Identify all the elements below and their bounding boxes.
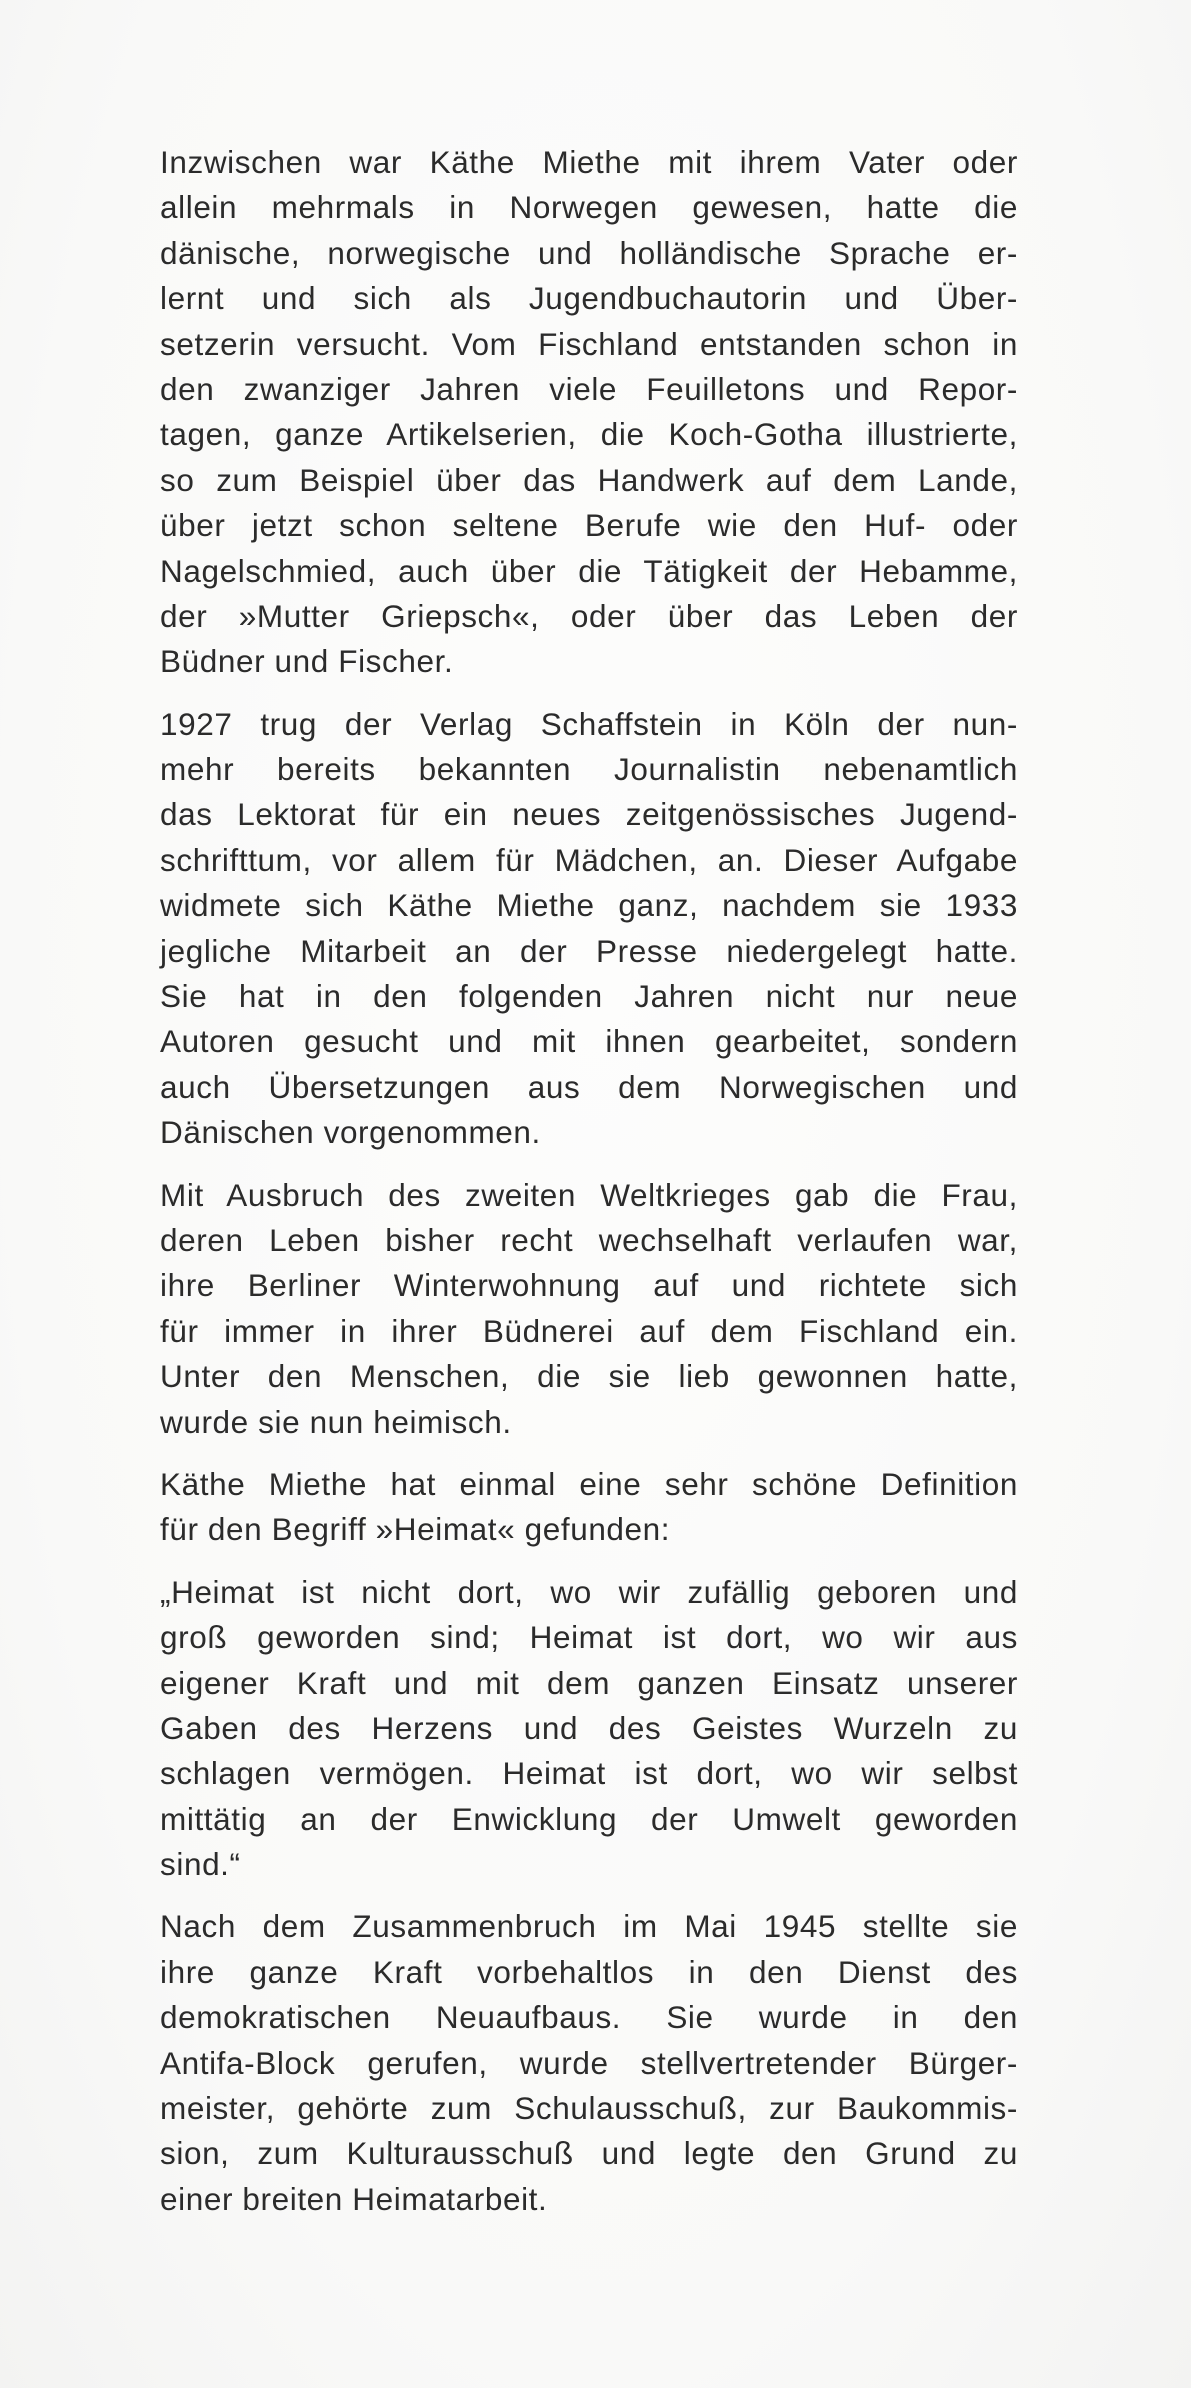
text-line: setzerin versucht. Vom Fischland entstanden schon in	[160, 325, 1018, 362]
text-line: Büdner und Fischer.	[160, 643, 454, 680]
text-line: 1927 trug der Verlag Schaffstein in Köln der nun-	[160, 705, 1018, 742]
text-line: sind.“	[160, 1846, 241, 1883]
text-line: für den Begriff »Heimat« gefunden:	[160, 1511, 671, 1548]
quote-paragraph	[160, 1570, 1018, 1888]
text-line: für immer in ihrer Büdnerei auf dem Fischland ein.	[160, 1312, 1018, 1349]
text-line: allein mehrmals in Norwegen gewesen, hatte die	[160, 189, 1018, 226]
paragraph-2	[160, 702, 1018, 1156]
paragraph-4	[160, 1462, 1018, 1553]
text-line: Mit Ausbruch des zweiten Weltkrieges gab die Frau,	[160, 1176, 1018, 1213]
text-line: wurde sie nun heimisch.	[160, 1403, 512, 1440]
text-line: Käthe Miethe hat einmal eine sehr schöne Definition	[160, 1465, 1018, 1502]
paragraph-3	[160, 1173, 1018, 1445]
text-line: einer breiten Heimatarbeit.	[160, 2180, 548, 2217]
paragraph-1	[160, 140, 1018, 685]
text-line: Unter den Menschen, die sie lieb gewonnen hatte,	[160, 1358, 1018, 1395]
text-line: Gaben des Herzens und des Geistes Wurzeln zu	[160, 1709, 1018, 1746]
text-line: lernt und sich als Jugendbuchautorin und Über-	[160, 280, 1018, 317]
text-line: schlagen vermögen. Heimat ist dort, wo wir selbst	[160, 1755, 1018, 1792]
text-line: „Heimat ist nicht dort, wo wir zufällig geboren und	[160, 1573, 1018, 1610]
text-line: widmete sich Käthe Miethe ganz, nachdem sie 1933	[160, 887, 1018, 924]
text-line: den zwanziger Jahren viele Feuilletons und Repor-	[160, 370, 1018, 407]
text-line: Sie hat in den folgenden Jahren nicht nur neue	[160, 978, 1018, 1015]
text-line: das Lektorat für ein neues zeitgenössisches Jugend-	[160, 796, 1018, 833]
text-line: Dänischen vorgenommen.	[160, 1114, 541, 1151]
text-line: meister, gehörte zum Schulausschuß, zur Baukommis-	[160, 2090, 1018, 2127]
text-line: tagen, ganze Artikelserien, die Koch-Gotha illustrierte,	[160, 416, 1018, 453]
text-line: auch Übersetzungen aus dem Norwegischen und	[160, 1068, 1018, 1105]
text-line: mittätig an der Enwicklung der Umwelt geworden	[160, 1800, 1018, 1837]
paragraph-6	[160, 1904, 1018, 2222]
text-line: ihre ganze Kraft vorbehaltlos in den Dienst des	[160, 1953, 1018, 1990]
text-line: Nagelschmied, auch über die Tätigkeit der Hebamme,	[160, 552, 1018, 589]
text-line: Nach dem Zusammenbruch im Mai 1945 stellte sie	[160, 1908, 1018, 1945]
text-line: Inzwischen war Käthe Miethe mit ihrem Vater oder	[160, 144, 1018, 180]
text-line: der »Mutter Griepsch«, oder über das Leben der	[160, 597, 1018, 634]
text-line: so zum Beispiel über das Handwerk auf dem Lande,	[160, 461, 1018, 498]
text-line: groß geworden sind; Heimat ist dort, wo wir aus	[160, 1619, 1018, 1656]
text-line: jegliche Mitarbeit an der Presse niedergelegt hatte.	[160, 932, 1018, 969]
text-line: mehr bereits bekannten Journalistin nebenamtlich	[160, 751, 1018, 788]
text-line: Antifa-Block gerufen, wurde stellvertretender Bürger-	[160, 2044, 1018, 2081]
text-body	[160, 140, 1018, 2239]
text-line: eigener Kraft und mit dem ganzen Einsatz unserer	[160, 1664, 1018, 1701]
text-line: deren Leben bisher recht wechselhaft verlaufen war,	[160, 1221, 1018, 1258]
text-line: demokratischen Neuaufbaus. Sie wurde in den	[160, 1999, 1018, 2036]
text-line: ihre Berliner Winterwohnung auf und richtete sich	[160, 1267, 1018, 1304]
text-line: sion, zum Kulturausschuß und legte den Grund zu	[160, 2135, 1018, 2172]
text-line: über jetzt schon seltene Berufe wie den Huf- oder	[160, 507, 1018, 544]
text-line: Autoren gesucht und mit ihnen gearbeitet, sondern	[160, 1023, 1018, 1060]
text-line: dänische, norwegische und holländische Sprache er-	[160, 234, 1018, 271]
text-line: schrifttum, vor allem für Mädchen, an. Dieser Aufgabe	[160, 841, 1018, 878]
